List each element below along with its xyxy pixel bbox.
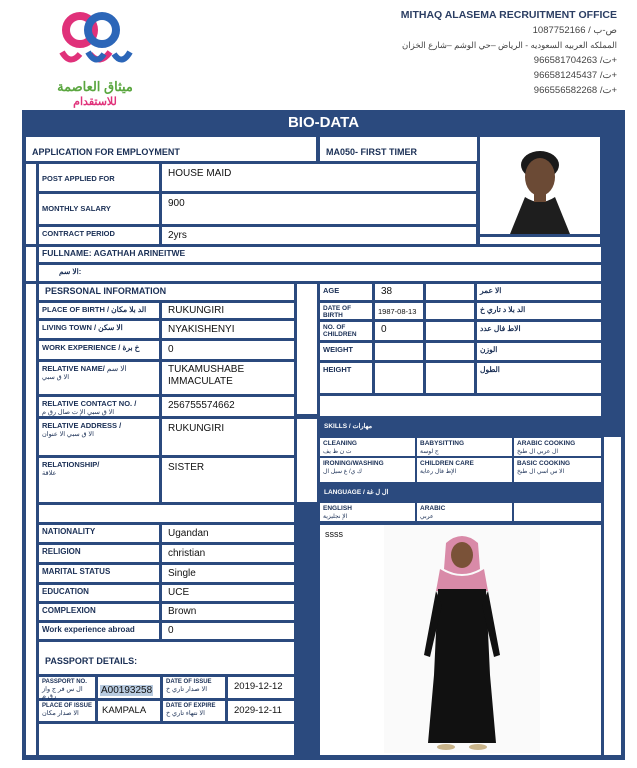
- issue-date-label-ar: الا صدار تاري خ: [166, 686, 208, 693]
- weight-ar-label: الوزن: [477, 343, 601, 360]
- skill-cleaning-ar: ت ن ظ يف: [323, 449, 352, 455]
- relationship-label-en: RELATIONSHIP/: [42, 460, 100, 469]
- relationship-value: SISTER: [162, 458, 294, 502]
- office-name: MITHAQ ALASEMA RECRUITMENT OFFICE: [400, 9, 617, 21]
- full-body-photo: [384, 525, 540, 753]
- relationship-label-ar: علاقة: [42, 470, 57, 477]
- details-gap: [39, 505, 294, 522]
- religion-label: RELIGION: [39, 545, 159, 562]
- passport-no-value: A00193258: [101, 685, 153, 696]
- office-phone: ت/ 966581245437+: [533, 70, 617, 81]
- language-extra: [514, 503, 601, 521]
- skill-basic-cooking: [514, 458, 601, 482]
- logo-text: ميثاق العاصمة: [57, 79, 133, 94]
- skills-header: SKILLS / مهارات: [324, 423, 373, 430]
- logo-subtext: للاستقدام: [73, 96, 117, 108]
- issue-date-value: 2019-12-12: [228, 677, 294, 698]
- age-value: 38: [375, 284, 423, 300]
- place-issue-label-ar: الا صدار مكان: [42, 710, 79, 717]
- language-english-label: ENGLISH: [323, 505, 352, 512]
- age-ar-label: الا عمر: [477, 284, 601, 300]
- passport-header: PASSPORT DETAILS:: [39, 642, 294, 674]
- children-ar-label: الاط فال عدد: [477, 322, 601, 340]
- details-left-spacer: [26, 505, 36, 755]
- relative-address-label-ar: الا ق سبي الا عنوان: [42, 431, 94, 438]
- fullname-label: FULLNAME: AGATHAH ARINEITWE: [39, 247, 601, 262]
- relative-contact-label-ar: الا ق سبي الإ ت صال رق م: [42, 409, 115, 416]
- experience-value: 0: [162, 341, 294, 359]
- language-english: [320, 503, 415, 521]
- nationality-label: NATIONALITY: [39, 525, 159, 542]
- children-value: 0: [375, 322, 423, 340]
- weight-label: WEIGHT: [320, 343, 372, 360]
- job-left-spacer: [26, 164, 36, 244]
- dob-spacer: [426, 303, 474, 319]
- height-label: HEIGHT: [320, 363, 372, 393]
- skill-arabic-cooking-ar: ال عربي ال طبخ: [517, 449, 559, 455]
- age-label: AGE: [320, 284, 372, 300]
- age-spacer: [426, 284, 474, 300]
- place-issue-label: [39, 701, 95, 721]
- pob-label: PLACE OF BIRTH / الد بلا مكان: [39, 303, 159, 318]
- remarks-text: ssss: [325, 529, 343, 539]
- language-arabic-ar: عربي: [420, 514, 434, 520]
- office-phone: ت/ 966581704263+: [533, 55, 617, 66]
- passport-no-cell: [98, 677, 160, 698]
- skill-ironing: [320, 458, 415, 482]
- fullname-ar-label: الا سم:: [39, 265, 601, 281]
- page-title: BIO-DATA: [287, 114, 360, 131]
- stats-bottom-spacer: [320, 396, 601, 416]
- portrait-icon: [480, 137, 600, 234]
- skill-cleaning-label: CLEANING: [323, 440, 357, 447]
- passport-no-label-en: PASSPORT NO.: [42, 679, 87, 685]
- complexion-value: Brown: [162, 604, 294, 620]
- dob-ar-label: الد بلا د تاري خ: [477, 303, 601, 319]
- weight-value: [375, 343, 423, 360]
- relative-address-label-en: RELATIVE ADDRESS /: [42, 421, 122, 430]
- expiry-date-label-ar: الا نتهاء تاري خ: [166, 710, 205, 717]
- education-label: EDUCATION: [39, 585, 159, 601]
- right-edge-spacer: [604, 437, 621, 755]
- experience-label: WORK EXPERIENCE / خ برة: [39, 341, 159, 359]
- skill-arabic-cooking-label: ARABIC COOKING: [517, 440, 576, 447]
- education-value: UCE: [162, 585, 294, 601]
- contract-label: CONTRACT PERIOD: [39, 227, 159, 244]
- religion-value: christian: [162, 545, 294, 562]
- passport-bottom-spacer: [39, 724, 294, 755]
- skill-cleaning: [320, 438, 415, 456]
- complexion-label: COMPLEXION: [39, 604, 159, 620]
- expiry-date-value: 2029-12-11: [228, 701, 294, 721]
- skill-ironing-label: IRONING/WASHING: [323, 460, 384, 467]
- marital-label: MARITAL STATUS: [39, 565, 159, 582]
- abroad-value: 0: [162, 623, 294, 639]
- issue-date-label: [163, 677, 225, 698]
- office-address: المملكه العربيه السعوديه - الرياض –حي الوشم –شارع الخزان: [402, 40, 617, 50]
- portrait-photo: [480, 137, 600, 234]
- place-issue-label-en: PLACE OF ISSUE: [42, 703, 93, 709]
- relative-name-label-en: RELATIVE NAME/: [42, 364, 105, 373]
- office-pobox: ص-ب / 1087752166: [532, 25, 617, 36]
- skill-arabic-cooking: [514, 438, 601, 456]
- children-spacer: [426, 322, 474, 340]
- relative-address-label: [39, 419, 159, 455]
- living-value: NYAKISHENYI: [162, 321, 294, 338]
- weight-spacer: [426, 343, 474, 360]
- name-left-spacer: [26, 247, 36, 281]
- skill-babysitting-label: BABYSITTING: [420, 440, 465, 447]
- pob-value: RUKUNGIRI: [162, 303, 294, 318]
- post-value: HOUSE MAID: [162, 164, 476, 191]
- issue-date-label-en: DATE OF ISSUE: [166, 679, 212, 685]
- relative-contact-label-en: RELATIVE CONTACT NO. /: [42, 399, 137, 408]
- passport-no-label: [39, 677, 95, 698]
- marital-value: Single: [162, 565, 294, 582]
- height-value: [375, 363, 423, 393]
- personal-side-spacer: [297, 284, 317, 414]
- personal-header: PESRSONAL INFORMATION: [39, 284, 294, 300]
- language-arabic: [417, 503, 512, 521]
- place-issue-value: KAMPALA: [98, 701, 160, 721]
- relative-name-label-ar2: الا ق سبي: [42, 374, 69, 381]
- relative-name-label-ar: الا سم: [106, 364, 127, 373]
- height-ar-label: الطول: [477, 363, 601, 393]
- children-label: NO. OF CHILDREN: [320, 322, 372, 340]
- personal-left-spacer: [26, 284, 36, 514]
- skill-children-care-label: CHILDREN CARE: [420, 460, 474, 467]
- skill-children-care: [417, 458, 512, 482]
- skill-basic-cooking-ar: الا س اسي ال طبخ: [517, 469, 565, 475]
- salary-label: MONTHLY SALARY: [39, 194, 159, 224]
- dob-label: DATE OF BIRTH: [320, 303, 372, 319]
- logo: [40, 8, 150, 108]
- nationality-value: Ugandan: [162, 525, 294, 542]
- language-header: LANGUAGE / ال ل غة: [324, 489, 389, 496]
- relative-contact-label: [39, 397, 159, 416]
- abroad-label: Work experience abroad: [39, 623, 159, 639]
- skill-babysitting-ar: ج لوسة: [420, 449, 439, 455]
- relationship-label: [39, 458, 159, 502]
- contract-value: 2yrs: [162, 227, 476, 244]
- salary-value: 900: [162, 194, 476, 224]
- language-english-ar: الإ نجليزية: [323, 514, 348, 520]
- post-label: POST APPLIED FOR: [39, 164, 159, 191]
- height-spacer: [426, 363, 474, 393]
- language-arabic-label: ARABIC: [420, 505, 446, 512]
- relationship-side-spacer: [297, 419, 317, 502]
- application-label: APPLICATION FOR EMPLOYMENT: [26, 137, 316, 161]
- skill-children-care-ar: الإط فال رعاية: [420, 469, 457, 475]
- skill-basic-cooking-label: BASIC COOKING: [517, 460, 571, 467]
- application-code: MA050- FIRST TIMER: [320, 137, 477, 161]
- remarks-box: [320, 525, 601, 755]
- skill-ironing-ar: ك ي/ غ سيل ال: [323, 469, 362, 475]
- relative-address-value: RUKUNGIRI: [162, 419, 294, 455]
- dob-value: 1987-08-13: [375, 303, 423, 319]
- expiry-date-label-en: DATE OF EXPIRE: [166, 703, 216, 709]
- relative-name-value: TUKAMUSHABE IMMACULATE: [162, 362, 294, 394]
- skill-babysitting: [417, 438, 512, 456]
- photo-under-spacer: [480, 237, 600, 244]
- living-label: LIVING TOWN / الا سكن: [39, 321, 159, 338]
- office-info: [317, 8, 617, 98]
- relative-name-label: [39, 362, 159, 394]
- passport-no-label-ar: ال س فر ج واز رق م: [42, 686, 83, 700]
- logo-icon: [40, 8, 150, 78]
- relative-contact-value: 256755574662: [162, 397, 294, 416]
- office-phone: ت/ 966556582268+: [533, 85, 617, 96]
- expiry-date-label: [163, 701, 225, 721]
